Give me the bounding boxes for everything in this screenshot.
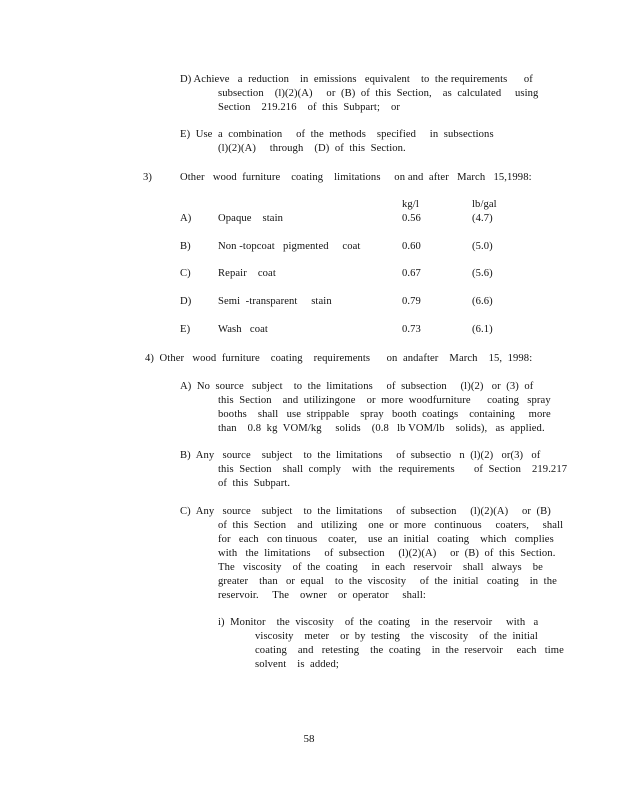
unit-lb-per-gal: lb/gal: [472, 199, 497, 210]
row-kg: 0.56: [402, 213, 421, 224]
s4c-line-1: C) Any source subject to the limitations of subsection (l)(2)(A) or (B): [180, 506, 551, 517]
section-3-number: 3): [143, 172, 153, 183]
s4ci-line-4: solvent is added;: [255, 659, 339, 670]
row-kg: 0.73: [402, 324, 421, 335]
s4c-line-3: for each con tinuous coater, use an initial coating which complies: [218, 534, 554, 545]
row-lb: (4.7): [472, 213, 493, 224]
s4c-line-2: of this Section and utilizing one or more continuous coaters, shall: [218, 520, 564, 531]
item-d-line-3: Section 219.216 of this Subpart; or: [218, 102, 401, 113]
row-kg: 0.67: [402, 268, 421, 279]
s4c-line-7: reservoir. The owner or operator shall:: [218, 590, 426, 601]
s4a-line-2: this Section and utilizingone or more woodfurniture coating spray: [218, 395, 551, 406]
row-kg: 0.60: [402, 241, 421, 252]
s4a-line-1: A) No source subject to the limitations of subsection (l)(2) or (3) of: [180, 381, 534, 392]
row-lb: (6.1): [472, 324, 493, 335]
s4a-line-4: than 0.8 kg VOM/kg solids (0.8 lb VOM/lb solids), as applied.: [218, 423, 545, 434]
s4c-line-6: greater than or equal to the viscosity of the initial coating in the: [218, 576, 557, 587]
row-letter: A): [180, 213, 192, 224]
row-name: Wash coat: [218, 324, 268, 335]
s4b-line-3: of this Subpart.: [218, 478, 291, 489]
item-d-line-1: D) Achieve a reduction in emissions equivalent to the requirements of: [180, 74, 533, 85]
item-e-line-2: (l)(2)(A) through (D) of this Section.: [218, 143, 406, 154]
row-lb: (5.0): [472, 241, 493, 252]
row-letter: C): [180, 268, 191, 279]
row-letter: B): [180, 241, 191, 252]
s4b-line-2: this Section shall comply with the requirements of Section 219.217: [218, 464, 568, 475]
page-number: 58: [303, 733, 315, 745]
item-d-line-2: subsection (l)(2)(A) or (B) of this Section, as calculated using: [218, 88, 539, 99]
s4c-line-5: The viscosity of the coating in each reservoir shall always be: [218, 562, 543, 573]
unit-kg-per-liter: kg/l: [402, 199, 419, 210]
s4c-line-4: with the limitations of subsection (l)(2)(A) or (B) of this Section.: [218, 548, 556, 559]
section-3-heading: Other wood furniture coating limitations on and after March 15,1998:: [180, 172, 532, 183]
row-name: Non -topcoat pigmented coat: [218, 241, 361, 252]
row-kg: 0.79: [402, 296, 421, 307]
row-name: Semi -transparent stain: [218, 296, 332, 307]
row-lb: (5.6): [472, 268, 493, 279]
row-lb: (6.6): [472, 296, 493, 307]
s4ci-line-3: coating and retesting the coating in the reservoir each time: [255, 645, 564, 656]
row-name: Repair coat: [218, 268, 276, 279]
item-e-line-1: E) Use a combination of the methods specified in subsections: [180, 129, 494, 140]
s4ci-line-1: i) Monitor the viscosity of the coating in the reservoir with a: [218, 617, 539, 628]
row-letter: E): [180, 324, 191, 335]
s4ci-line-2: viscosity meter or by testing the viscosity of the initial: [255, 631, 538, 642]
section-4-heading: 4) Other wood furniture coating requirements on andafter March 15, 1998:: [145, 353, 533, 364]
s4a-line-3: booths shall use strippable spray booth coatings containing more: [218, 409, 551, 420]
row-name: Opaque stain: [218, 213, 284, 224]
s4b-line-1: B) Any source subject to the limitations of subsectio n (l)(2) or(3) of: [180, 450, 541, 461]
row-letter: D): [180, 296, 192, 307]
